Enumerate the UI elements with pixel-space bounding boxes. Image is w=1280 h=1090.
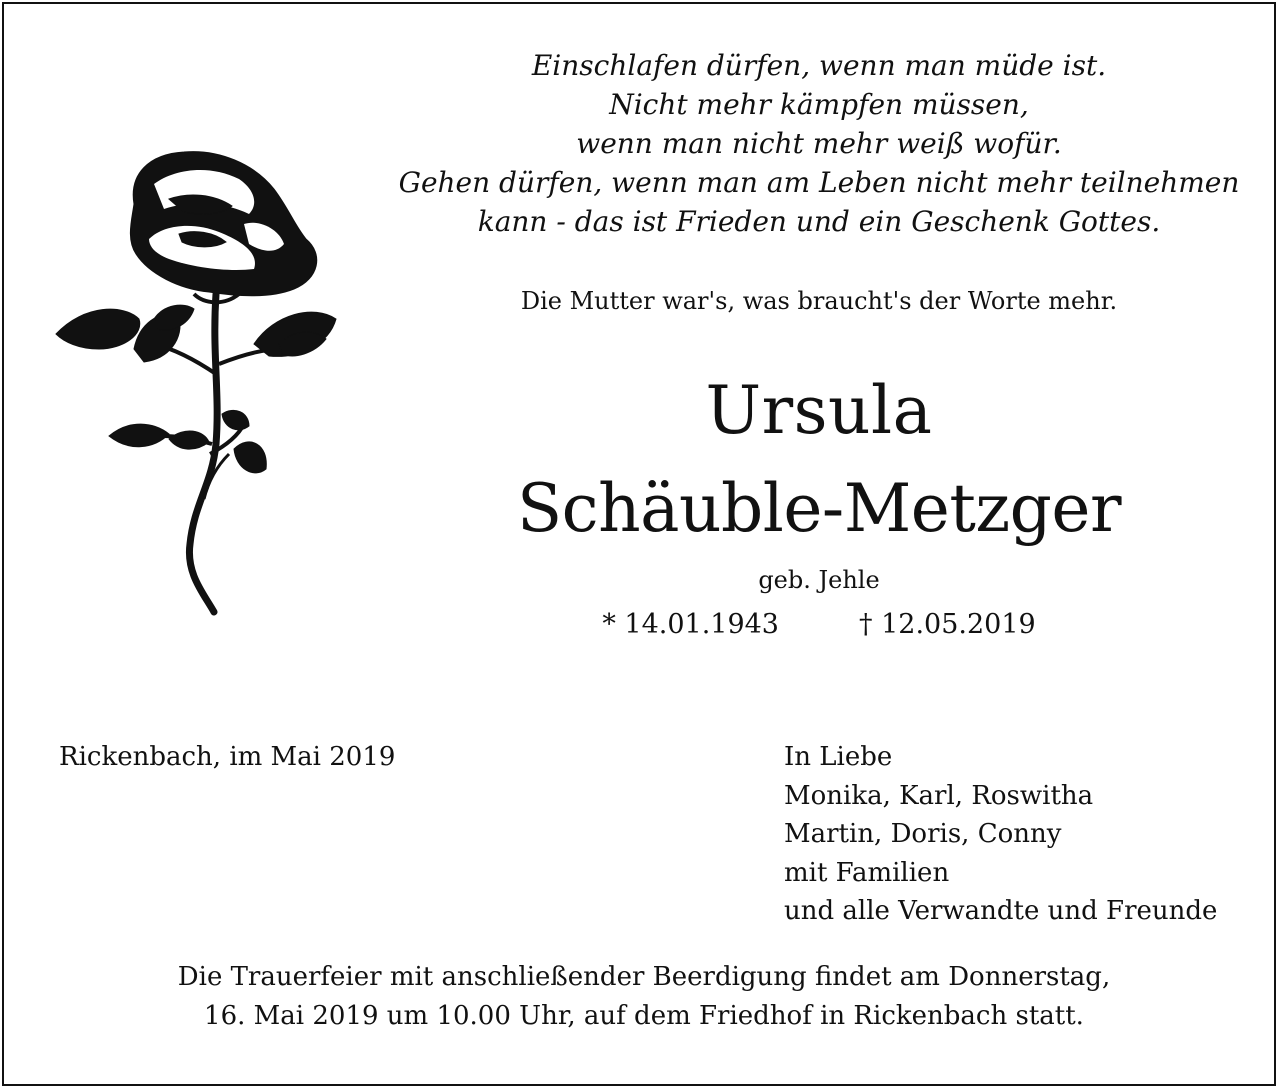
deceased-first-name: Ursula (705, 372, 933, 449)
poem-line: wenn man nicht mehr weiß wofür. (576, 127, 1062, 160)
mourners-line: Martin, Doris, Conny (784, 819, 1062, 849)
mourners-line: Monika, Karl, Roswitha (784, 780, 1094, 811)
mourners-line: In Liebe (784, 742, 893, 772)
funeral-notice (64, 958, 1224, 1036)
deceased-last-name: Schäuble-Metzger (516, 470, 1122, 547)
poem-line: kann - das ist Frieden und ein Geschenk Gottes. (477, 205, 1161, 238)
funeral-line: 16. Mai 2019 um 10.00 Uhr, auf dem Friedhof in Rickenbach statt. (204, 1001, 1084, 1031)
poem-line: Nicht mehr kämpfen müssen, (609, 88, 1029, 121)
birth-name: geb. Jehle (758, 566, 880, 594)
rose-icon (44, 144, 354, 624)
mourners-line: und alle Verwandte und Freunde (784, 896, 1218, 926)
place-and-date: Rickenbach, im Mai 2019 (59, 742, 396, 772)
mourners-list (784, 738, 1217, 931)
poem-line: Gehen dürfen, wenn man am Leben nicht mehr teilnehmen (398, 166, 1240, 199)
life-dates (374, 607, 1264, 643)
funeral-line: Die Trauerfeier mit anschließender Beerdigung findet am Donnerstag, (177, 962, 1111, 992)
obituary-frame (2, 2, 1276, 1086)
death-date: † 12.05.2019 (859, 609, 1036, 640)
poem (374, 46, 1264, 241)
memorial-quote: Die Mutter war's, was braucht's der Worte mehr. (520, 287, 1118, 315)
mourners-line: mit Familien (784, 857, 950, 888)
birth-date: * 14.01.1943 (602, 609, 779, 640)
poem-line: Einschlafen dürfen, wenn man müde ist. (531, 49, 1107, 82)
